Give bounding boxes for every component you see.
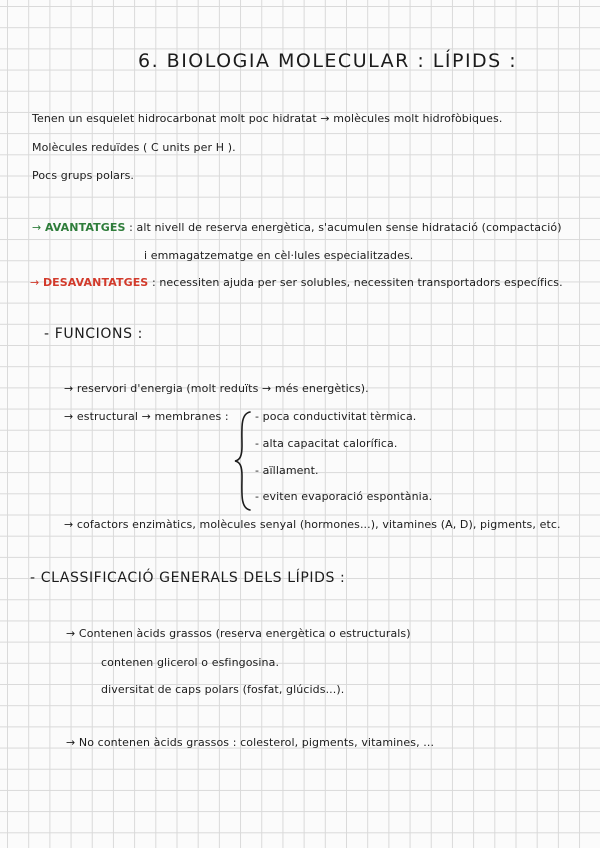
classificacio-item-2: → No contenen àcids grassos : colesterol, pigments, vitamines, ... — [66, 736, 435, 749]
classificacio-sub-1: contenen glicerol o esfingosina. — [101, 656, 280, 669]
funcions-sub-4: - eviten evaporació espontània. — [255, 490, 433, 503]
funcions-sub-1: - poca conductivitat tèrmica. — [255, 410, 417, 423]
avantatges-arrow-icon: → — [32, 221, 42, 234]
desavantatges-text: : necessiten ajuda per ser solubles, necessiten transportadors específics. — [151, 276, 563, 289]
avantatges-line — [32, 221, 562, 234]
classificacio-item-1: → Contenen àcids grassos (reserva energètica o estructurals) — [66, 627, 411, 640]
page-title: 6. BIOLOGIA MOLECULAR : LÍPIDS : — [138, 50, 518, 72]
funcions-sub-2: - alta capacitat calorífica. — [255, 437, 398, 450]
curly-brace-icon — [232, 410, 254, 512]
intro-line-1: Tenen un esquelet hidrocarbonat molt poc hidratat → molècules molt hidrofòbiques. — [32, 112, 503, 125]
desavantatges-line — [30, 276, 563, 289]
avantatges-text-2: i emmagatzematge en cèl·lules especialitzades. — [144, 249, 414, 262]
avantatges-label: AVANTATGES — [44, 221, 126, 234]
classificacio-heading: - CLASSIFICACIÓ GENERALS DELS LÍPIDS : — [30, 570, 346, 586]
desavantatges-arrow-icon: → — [30, 276, 40, 289]
classificacio-sub-2: diversitat de caps polars (fosfat, glúcids...). — [101, 683, 345, 696]
desavantatges-label: DESAVANTATGES — [42, 276, 149, 289]
funcions-item-2: → estructural → membranes : — [64, 410, 229, 423]
avantatges-text: : alt nivell de reserva energètica, s'acumulen sense hidratació (compactació) — [129, 221, 562, 234]
intro-line-3: Pocs grups polars. — [32, 169, 134, 182]
funcions-item-1: → reservori d'energia (molt reduïts → més energètics). — [64, 382, 369, 395]
funcions-item-3: → cofactors enzimàtics, molècules senyal (hormones...), vitamines (A, D), pigments, etc. — [64, 518, 561, 531]
funcions-heading: - FUNCIONS : — [44, 326, 143, 342]
funcions-sub-3: - aïllament. — [255, 464, 319, 477]
intro-line-2: Molècules reduïdes ( C units per H ). — [32, 141, 236, 154]
